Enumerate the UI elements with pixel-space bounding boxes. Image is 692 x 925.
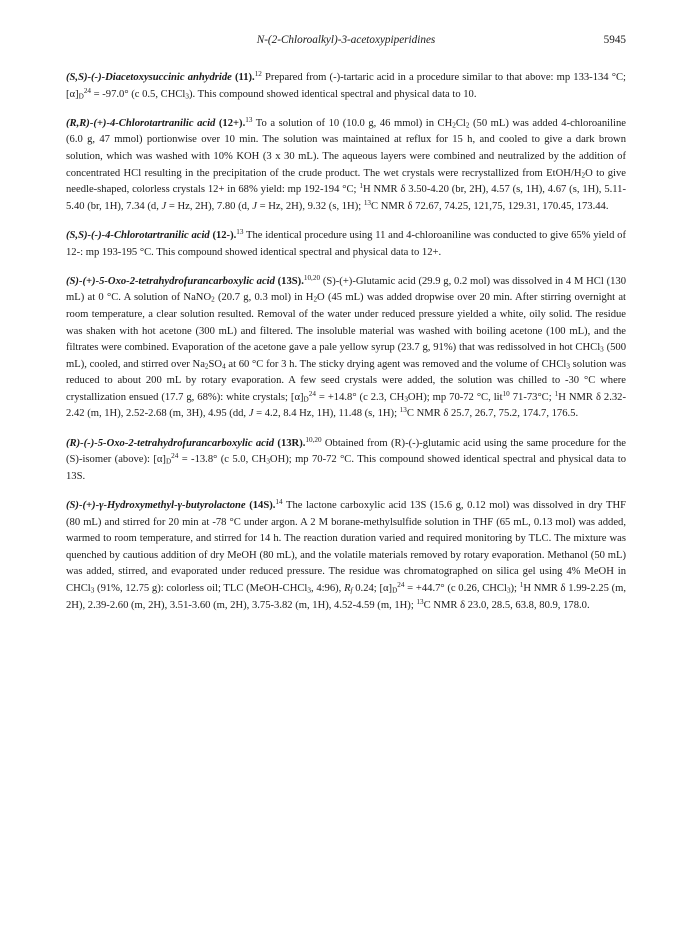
compound-name: (S)-(+)-5-Oxo-2-tetrahydrofurancarboxylic acid (13S). xyxy=(66,275,304,287)
experimental-paragraph xyxy=(66,70,626,103)
compound-name: (S,S)-(-)-4-Chlorotartranilic acid (12-). xyxy=(66,229,237,241)
paragraph-text: The lactone carboxylic acid 13S (15.6 g, 0.12 mol) was dissolved in dry THF (80 mL) and stirred for 20 min at -78 °C under argon. A 2 M borane-methylsulfide solution in THF (65 mL, 0.13 mol) was added, warmed to room temperature, and stirred for 14 h. The reaction duration varied and required monitoring by TLC. The mixture was quenched by cautious addition of dry MeOH (80 mL), and the volatile materials removed by rotary evaporation. Methanol (50 mL) was added, stirred, and evaporated under reduced pressure. The residue was chromatographed on silica gel using 4% MeOH in CHCl$_3$ (91%, 12.75 g): colorless oil; TLC (MeOH-CHCl$_3$, 4:96), $R_f$ 0.24; $[\alpha]_D^{24} = +44.7^\circ$ (c 0.26, CHCl$_3$); $^1$H NMR δ 1.99-2.25 (m, 2H), 2.39-2.60 (m, 2H), 3.51-3.60 (m, 2H), 3.75-3.82 (m, 1H), 4.52-4.59 (m, 1H); $^{13}$C NMR δ 23.0, 28.5, 63.8, 80.9, 178.0. xyxy=(66,500,626,611)
running-title: N-(2-Chloroalkyl)-3-acetoxypiperidines xyxy=(256,34,436,46)
paragraph-text: The identical procedure using 11 and 4-chloroaniline was conducted to give 65% yield of 12-: mp 193-195 °C. This compound showed identical spectral and physical data to 12+. xyxy=(66,229,626,258)
reference-marker: 13 xyxy=(236,227,244,236)
compound-name: (S)-(+)-γ-Hydroxymethyl-γ-butyrolactone (14S). xyxy=(66,500,276,512)
reference-marker: 13 xyxy=(245,115,253,124)
reference-marker: 10,20 xyxy=(303,273,321,282)
paragraph-text: Prepared from (-)-tartaric acid in a procedure similar to that above: mp 133-134 °C; $[\alpha]_D^{24} = -97.0^\circ$ (c 0.5, CHCl$_3$). This compound showed identical spectral and physical data to 10. xyxy=(66,72,626,101)
page-header xyxy=(66,34,626,50)
experimental-paragraph xyxy=(66,498,626,614)
reference-marker: 12 xyxy=(254,70,262,79)
paragraph-text: To a solution of 10 (10.0 g, 46 mmol) in $CH_2Cl_2$ (50 mL) was added 4-chloroaniline (6.0 g, 47 mmol) portionwise over 10 min. The solution was maintained at reflux for 15 h, and cooled to give a dark brown solution, which was washed with 10% KOH (3 x 30 mL). The aqueous layers were combined and neutralized by the addition of concentrated HCl resulting in the precipitation of the crude product. The wet crystals were recrystallized from EtOH/$H_2O$ to give needle-shaped, colorless crystals 12+ in 68% yield: mp 192-194 °C; $^1$H NMR δ 3.50-4.20 (br, 2H), 4.57 (s, 1H), 4.67 (s, 1H), 5.11-5.40 (br, 1H), 7.34 (d, J = Hz, 2H), 7.80 (d, J = Hz, 2H), 9.32 (s, 1H); $^{13}$C NMR δ 72.67, 74.25, 121,75, 129.31, 170.45, 173.44. xyxy=(66,117,626,212)
experimental-paragraph xyxy=(66,436,626,486)
reference-marker: 10,20 xyxy=(305,435,322,444)
compound-name: (S,S)-(-)-Diacetoxysuccinic anhydride (11). xyxy=(66,72,255,83)
paragraph-text: Obtained from (R)-(-)-glutamic acid using the same procedure for the (S)-isomer (above): $[\alpha]_D^{24} = -13.8^\circ$ (c 5.0, $CH_3OH$); mp 70-72 °C. This compound showed identical spectral and physical data to 13S. xyxy=(66,437,626,482)
experimental-paragraph xyxy=(66,274,626,423)
compound-name: (R)-(-)-5-Oxo-2-tetrahydrofurancarboxylic acid (13R). xyxy=(66,437,306,449)
document-body xyxy=(66,70,626,627)
experimental-paragraph xyxy=(66,228,626,261)
compound-name: (R,R)-(+)-4-Chlorotartranilic acid (12+). xyxy=(66,117,246,129)
experimental-paragraph xyxy=(66,116,626,216)
paragraph-text: (S)-(+)-Glutamic acid (29.9 g, 0.2 mol) was dissolved in 4 M HCl (130 mL) at 0 °C. A solution of NaNO$_2$ (20.7 g, 0.3 mol) in $H_2O$ (45 mL) was added dropwise over 20 min. After stirring overnight at room temperature, a clear solution resulted. Removal of the water under reduced pressure yielded a white, oily solid. The residue was shaken with hot acetone (300 mL) and filtered. The insoluble material was washed with boiling acetone (100 mL), and the filtrates were combined. Evaporation of the acetone gave a pale yellow syrup (23.7 g, 91%) that was redissolved in hot CHCl$_3$ (500 mL), cooled, and stirred over $Na_2SO_4$ at 60 °C for 3 h. The sticky drying agent was removed and the volume of CHCl$_3$ solution was reduced to about 200 mL by rotary evaporation. A few seed crystals were added, the solution was chilled to -30 °C where crystallization ensued (17.7 g, 68%): white crystals; $[\alpha]_D^{24} = +14.8^\circ$ (c 2.3, $CH_3OH$); mp 70-72 °C, lit$^{10}$ 71-73°C; $^1$H NMR δ 2.32-2.42 (m, 1H), 2.52-2.68 (m, 3H), 4.95 (dd, J = 4.2, 8.4 Hz, 1H), 11.48 (s, 1H); $^{13}$C NMR δ 25.7, 26.7, 75.2, 174.7, 176.5. xyxy=(66,275,626,420)
page-number: 5945 xyxy=(603,34,626,46)
reference-marker: 14 xyxy=(275,498,283,507)
